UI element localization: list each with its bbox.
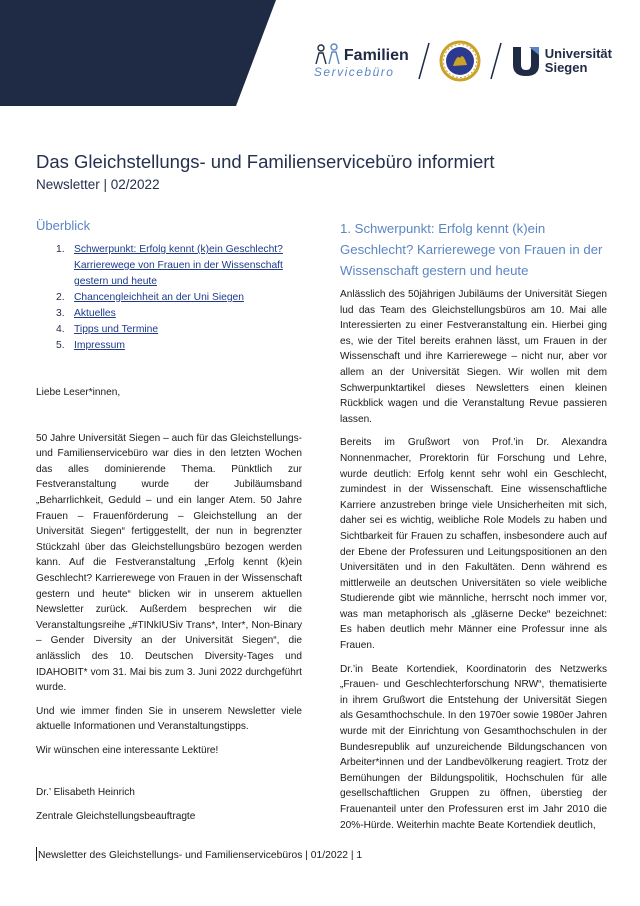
page-title: Das Gleichstellungs- und Familienservicebüro informiert	[36, 151, 495, 172]
toc-number: 5.	[56, 340, 65, 351]
divider-slash	[417, 41, 431, 81]
toc-item	[56, 242, 302, 290]
article-heading: 1. Schwerpunkt: Erfolg kennt (k)ein Geschlecht? Karrierewege von Frauen in der Wissenschaft gestern und heute	[340, 221, 603, 278]
letter-paragraph: Und wie immer finden Sie in unserem Newsletter viele aktuelle Informationen und Veranstaltungstipps.	[36, 705, 302, 733]
article-paragraph: Dr.’in Beate Kortendiek, Koordinatorin des Netzwerks „Frauen- und Geschlechterforschung NRW“, thematisierte in ihrem Grußwort die Entstehung der Universität Siegen als Gesamthochschule. In den 1970er sowie 1980er Jahren wurde mit der Einrichtung von Gesamthochschulen in der Bundesrepublik auf unzureichende Bildungschancen von Arbeiter*innen und der Landbevölkerung reagiert. Trotz der Bemühungen der Bildungspolitik, Hochschulen für alle gesellschaftlichen Gruppen zu öffnen, überstieg der Frauenanteil unter den Professuren erst im Jahr 2010 die 20%-Hürde. Weiterhin machte Beate Kortendiek deutlich,	[340, 663, 607, 831]
universitaet-siegen-logo	[511, 45, 612, 77]
letter-closing: Wir wünschen eine interessante Lektüre!	[36, 744, 219, 756]
toc-number: 4.	[56, 324, 65, 335]
familien-servicebuero-logo	[314, 43, 409, 79]
uni-logo-line1: Universität	[544, 46, 612, 61]
uni-u-mark-icon	[511, 45, 541, 77]
header-banner	[0, 0, 640, 106]
right-column	[340, 218, 607, 841]
familien-logo-title: Familien	[343, 47, 409, 64]
toc-item	[56, 338, 302, 354]
page-footer: Newsletter des Gleichstellungs- und Familienservicebüros | 01/2022 | 1	[38, 850, 363, 861]
toc-item	[56, 290, 302, 306]
table-of-contents	[56, 242, 302, 354]
article-paragraph: Bereits im Grußwort von Prof.’in Dr. Alexandra Nonnenmacher, Prorektorin für Forschung und Lehre, wurde deutlich: Erfolg kennt sehr wohl ein Geschlecht, zumindest in der Wissenschaft. Eine wissenschaftliche Karriere anzustreben bringe viele Unsicherheiten mit sich, daher sei es wichtig, weibliche Role Models zu haben und Sichtbarkeit für Frauen zu schaffen, insbesondere auch auf der Ebene der Professuren und Leitungspositionen an den Universitäten und in den Fakultäten. Denn während es mittlerweile an deutschen Universitäten so viele weibliche Studierende gibt wie männliche, herrscht noch immer vor, was man metaphorisch als „gläserne Decke“ bezeichnet: Es haben deutlich mehr Männer eine Professur inne als Frauen.	[340, 437, 607, 652]
toc-link-chancengleichheit[interactable]: Chancengleichheit an der Uni Siegen	[74, 292, 245, 303]
family-figures-icon	[314, 43, 342, 65]
toc-number: 3.	[56, 308, 65, 319]
familien-logo-subtitle: Servicebüro	[313, 65, 395, 79]
divider-slash	[489, 41, 503, 81]
letter-paragraph: 50 Jahre Universität Siegen – auch für das Gleichstellungs- und Familienservicebüro war dies in den letzten Wochen das alles dominierende Thema. Pünktlich zur Festveranstaltung wurde der Jubiläumsband „Beharrlichkeit, Geduld – und ein langer Atem. 50 Jahre Frauen – Frauenförderung – Gleichstellung an der Universität Siegen“ fertiggestellt, der nun in begrenzter Stückzahl über das Gleichstellungsbüro bezogen werden kann. Auf die Festveranstaltung „Erfolg kennt (k)ein Geschlecht? Karrierewege von Frauen in der Wissenschaft gestern und heute“ blicken wir in unserem aktuellen Newsletter zurück. Außerdem besprechen wir die Veranstaltungsreihe „#TINkIUSiv Trans*, Inter*, Non-Binary – Gender Diversity an der Universität Siegen“, die anlässlich des 10. Deutschen Diversity-Tages und IDAHOBIT* vom 31. Mai bis zum 3. Juni 2022 durchgeführt wurde.	[36, 432, 302, 694]
seal-emblem-icon	[439, 40, 481, 82]
toc-number: 2.	[56, 292, 65, 303]
toc-link-aktuelles[interactable]: Aktuelles	[74, 308, 116, 319]
toc-link-impressum[interactable]: Impressum	[74, 340, 125, 351]
toc-link-tipps[interactable]: Tipps und Termine	[74, 324, 159, 335]
toc-link-schwerpunkt[interactable]: Schwerpunkt: Erfolg kennt (k)ein Geschlecht? Karrierewege von Frauen in der Wissenschaft gestern und heute	[74, 244, 283, 287]
toc-number: 1.	[56, 244, 65, 255]
toc-item	[56, 306, 302, 322]
left-column	[36, 218, 302, 825]
toc-item	[56, 322, 302, 338]
footer-rule	[36, 847, 37, 861]
uni-logo-line2: Siegen	[544, 60, 588, 75]
article-paragraph: Anlässlich des 50jährigen Jubiläums der Universität Siegen lud das Team des Gleichstellungsbüros am 10. Mai alle Interessierten zu einer Festveranstaltung ein. Hierbei ging es, wie der Titel bereits erahnen lässt, um Frauen in der Wissenschaft und ihre Karrierewege – nicht nur, aber vor allem an der Universität Siegen. Wir wollen mit dem Schwerpunktartikel dieses Newsletters einen kleinen Rückblick wagen und die Veranstaltung Revue passieren lassen.	[340, 289, 607, 425]
logo-strip	[314, 40, 612, 82]
overview-heading: Überblick	[36, 218, 91, 233]
newsletter-issue: Newsletter | 02/2022	[36, 177, 160, 192]
letter-greeting: Liebe Leser*innen,	[36, 387, 121, 398]
signature-name: Dr.’ Elisabeth Heinrich	[36, 787, 135, 799]
signature-role: Zentrale Gleichstellungsbeauftragte	[36, 811, 196, 823]
